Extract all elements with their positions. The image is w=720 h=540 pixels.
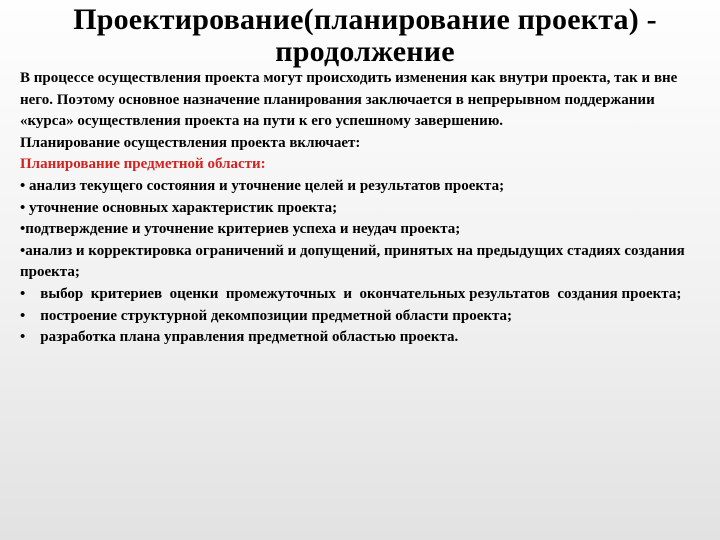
bullet-item: •подтверждение и уточнение критериев успеха и неудач проекта; — [20, 221, 461, 238]
bullet-item: •анализ и корректировка ограничений и допущений, принятых на предыдущих стадиях создания проекта; — [20, 242, 685, 281]
bullet-item: • анализ текущего состояния и уточнение целей и результатов проекта; — [20, 177, 505, 194]
scope-planning-heading: Планирование предметной области: — [20, 156, 266, 173]
slide-title: Проектирование(планирование проекта) - продолжение — [73, 3, 657, 68]
bullet-item: • построение структурной декомпозиции предметной области проекта; — [20, 307, 513, 324]
bullet-item: • выбор критериев оценки промежуточных и окончательных результатов создания проекта; — [20, 285, 682, 302]
includes-line: Планирование осуществления проекта включает: — [20, 134, 361, 151]
slide-body — [20, 68, 700, 349]
bullet-item: • уточнение основных характеристик проекта; — [20, 199, 338, 216]
bullet-item: • разработка плана управления предметной областью проекта. — [20, 329, 459, 346]
intro-paragraph: В процессе осуществления проекта могут происходить изменения как внутри проекта, так и вне него. Поэтому основное назначение планирования заключается в непрерывном поддержании «курса» осуществления проекта на пути к его успешному завершению. — [20, 70, 678, 130]
